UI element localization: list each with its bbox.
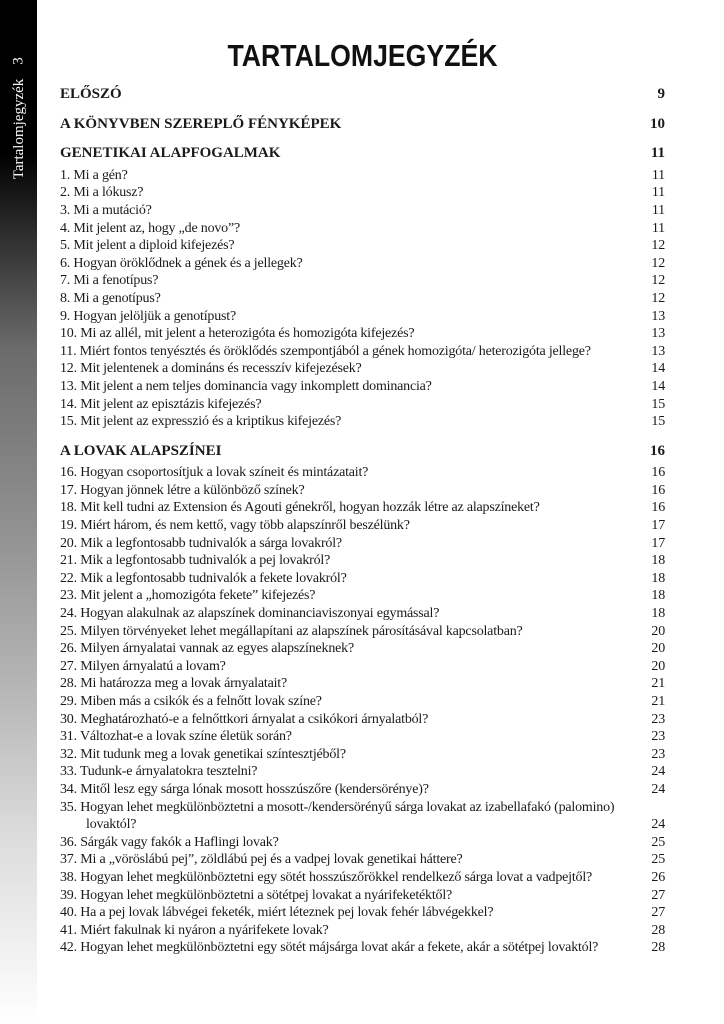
toc-section-heading — [60, 86, 665, 104]
toc-item — [60, 887, 665, 905]
toc-item-page-number: 21 — [651, 694, 665, 709]
book-spine — [0, 0, 37, 1024]
toc-item-label: 39. Hogyan lehet megkülönböztetni a sötétpej lovakat a nyárifeketéktől? — [60, 887, 453, 903]
toc-item-page-number: 13 — [651, 308, 665, 324]
toc-section-heading — [60, 116, 665, 134]
toc-item — [60, 413, 665, 431]
toc-item — [60, 922, 665, 940]
toc-item-label: 16. Hogyan csoportosítjuk a lovak színeit és mintázatait? — [60, 465, 369, 481]
toc-item-page-number: 24 — [651, 781, 665, 797]
toc-item — [60, 939, 665, 957]
toc-item — [60, 202, 665, 220]
toc-item — [60, 869, 665, 887]
toc-item — [60, 799, 665, 834]
toc-item-label: 36. Sárgák vagy fakók a Haflingi lovak? — [60, 834, 279, 850]
toc-item-page-number: 14 — [651, 378, 665, 394]
toc-item-page-number: 16 — [651, 500, 665, 516]
toc-item-label: 34. Mitől lesz egy sárga lónak mosott hosszúszőre (kendersörénye)? — [60, 781, 429, 797]
toc-section-heading-label: A KÖNYVBEN SZEREPLŐ FÉNYKÉPEK — [60, 115, 342, 132]
toc-item-label: 40. Ha a pej lovak lábvégei feketék, miért léteznek pej lovak fehér lábvégekkel? — [60, 905, 494, 921]
spine-chapter-label: Tartalomjegyzék — [11, 78, 27, 180]
toc-item-label: 35. Hogyan lehet megkülönböztetni a mosott-/kendersörényű sárga lovakat az izabellafakó (palomino) lovaktól? — [60, 799, 615, 833]
toc-item-label: 22. Mik a legfontosabb tudnivalók a fekete lovakról? — [60, 570, 347, 586]
toc-item-label: 21. Mik a legfontosabb tudnivalók a pej lovakról? — [60, 553, 331, 569]
toc-section-heading-page-number: 10 — [650, 115, 665, 132]
toc-item — [60, 360, 665, 378]
toc-item-label: 41. Miért fakulnak ki nyáron a nyárifekete lovak? — [60, 922, 329, 938]
toc-item-page-number: 24 — [651, 817, 665, 833]
toc-section-heading-label: GENETIKAI ALAPFOGALMAK — [60, 145, 281, 162]
toc-item-page-number: 11 — [651, 167, 665, 183]
toc-item — [60, 308, 665, 326]
toc-item — [60, 728, 665, 746]
toc-item — [60, 711, 665, 729]
toc-item-label: 27. Milyen árnyalatú a lovam? — [60, 658, 226, 674]
toc-item-label: 12. Mit jelentenek a domináns és recesszív kifejezések? — [60, 361, 362, 377]
toc-section-heading-label: A LOVAK ALAPSZÍNEI — [60, 442, 222, 459]
toc-section-heading-page-number: 9 — [657, 86, 665, 102]
toc-item-page-number: 23 — [651, 729, 665, 745]
toc-item — [60, 658, 665, 676]
toc-item — [60, 482, 665, 500]
toc-item-label: 17. Hogyan jönnek létre a különböző színek? — [60, 482, 305, 498]
toc-item-page-number: 11 — [651, 185, 665, 201]
toc-item-label: 11. Miért fontos tenyésztés és öröklődés szempontjából a gének homozigóta/ heterozigóta jellege? — [60, 343, 591, 359]
toc-item-label: 20. Mik a legfontosabb tudnivalók a sárga lovakról? — [60, 535, 342, 551]
spine-page-number: 3 — [10, 57, 27, 65]
toc-item-label: 14. Mit jelent az episztázis kifejezés? — [60, 396, 262, 412]
toc-item-label: 15. Mit jelent az expresszió és a kriptikus kifejezés? — [60, 414, 342, 430]
toc-item — [60, 255, 665, 273]
toc-item-page-number: 18 — [651, 588, 665, 604]
toc-item-label: 18. Mit kell tudni az Extension és Agouti génekről, hogyan hozzák létre az alapszíneket? — [60, 500, 540, 516]
toc-item — [60, 552, 665, 570]
toc-item-label: 38. Hogyan lehet megkülönböztetni egy sötét hosszúszőrökkel rendelkező sárga lovat a vadpejtől? — [60, 869, 593, 885]
toc-item — [60, 640, 665, 658]
toc-item — [60, 623, 665, 641]
toc-item-page-number: 26 — [651, 869, 665, 885]
toc-item — [60, 781, 665, 799]
toc-item — [60, 517, 665, 535]
toc-item-label: 31. Változhat-e a lovak színe életük során? — [60, 729, 292, 745]
toc-item-page-number: 20 — [651, 658, 665, 674]
toc-item — [60, 378, 665, 396]
toc-item-page-number: 11 — [651, 202, 665, 218]
toc-item — [60, 851, 665, 869]
toc-item-label: 26. Milyen árnyalatai vannak az egyes alapszíneknek? — [60, 641, 354, 657]
toc-item-label: 5. Mit jelent a diploid kifejezés? — [60, 238, 235, 254]
toc-item-label: 1. Mi a gén? — [60, 167, 128, 183]
toc-item-label: 42. Hogyan lehet megkülönböztetni egy sötét májsárga lovat akár a fekete, akár a sötétpej lovaktól? — [60, 940, 599, 956]
toc-item-page-number: 20 — [651, 623, 665, 639]
toc-item-page-number: 17 — [651, 535, 665, 551]
toc-item-label: 7. Mi a fenotípus? — [60, 273, 159, 289]
toc-item-label: 28. Mi határozza meg a lovak árnyalatait? — [60, 676, 287, 692]
toc-item-label: 3. Mi a mutáció? — [60, 202, 152, 218]
toc-item-label: 9. Hogyan jelöljük a genotípust? — [60, 308, 236, 324]
toc-item-page-number: 20 — [651, 641, 665, 657]
toc-item — [60, 693, 665, 711]
toc-item-page-number: 28 — [651, 922, 665, 938]
toc-section-heading-label: ELŐSZÓ — [60, 86, 122, 102]
toc-item-page-number: 11 — [651, 220, 665, 236]
toc-item-label: 6. Hogyan öröklődnek a gének és a jellegek? — [60, 255, 303, 271]
toc-item-page-number: 25 — [651, 834, 665, 850]
toc-list — [60, 86, 665, 957]
toc-item-label: 2. Mi a lókusz? — [60, 185, 144, 201]
toc-item — [60, 570, 665, 588]
toc-item-page-number: 27 — [651, 887, 665, 903]
toc-item-page-number: 16 — [651, 482, 665, 498]
toc-item-page-number: 25 — [651, 852, 665, 868]
toc-item — [60, 167, 665, 185]
toc-item-label: 37. Mi a „vöröslábú pej”, zöldlábú pej és a vadpej lovak genetikai háttere? — [60, 852, 463, 868]
toc-item-page-number: 21 — [651, 676, 665, 692]
toc-item — [60, 464, 665, 482]
toc-item-page-number: 13 — [651, 326, 665, 342]
toc-item — [60, 499, 665, 517]
toc-item — [60, 834, 665, 852]
toc-item — [60, 746, 665, 764]
toc-item-page-number: 15 — [651, 396, 665, 412]
toc-item — [60, 605, 665, 623]
page-title: TARTALOMJEGYZÉK — [227, 38, 498, 73]
toc-item-page-number: 18 — [651, 606, 665, 622]
toc-item-page-number: 12 — [651, 255, 665, 271]
toc-item-page-number: 13 — [651, 343, 665, 359]
toc-section-heading — [60, 145, 665, 163]
toc-item-page-number: 15 — [651, 414, 665, 430]
toc-item-page-number: 12 — [651, 238, 665, 254]
toc-item-label: 29. Miben más a csikók és a felnőtt lovak színe? — [60, 694, 322, 709]
toc-item — [60, 290, 665, 308]
toc-item-label: 8. Mi a genotípus? — [60, 290, 161, 306]
toc-item — [60, 343, 665, 361]
toc-section-heading-page-number: 16 — [650, 442, 665, 459]
toc-item-page-number: 12 — [651, 273, 665, 289]
toc-item-label: 33. Tudunk-e árnyalatokra tesztelni? — [60, 764, 258, 780]
toc-item-label: 30. Meghatározható-e a felnőttkori árnyalat a csikókori árnyalatból? — [60, 711, 429, 727]
toc-section-heading-page-number: 11 — [650, 145, 665, 162]
toc-item-label: 24. Hogyan alakulnak az alapszínek dominanciaviszonyai egymással? — [60, 606, 440, 622]
toc-item — [60, 675, 665, 693]
toc-item — [60, 904, 665, 922]
toc-content — [60, 0, 665, 957]
toc-item-page-number: 27 — [651, 905, 665, 921]
toc-item-label: 19. Miért három, és nem kettő, vagy több alapszínről beszélünk? — [60, 518, 410, 534]
toc-item — [60, 325, 665, 343]
toc-item-page-number: 28 — [651, 940, 665, 956]
toc-item — [60, 396, 665, 414]
toc-section-heading — [60, 443, 665, 461]
toc-item-page-number: 12 — [651, 290, 665, 306]
toc-item — [60, 184, 665, 202]
toc-item-label: 13. Mit jelent a nem teljes dominancia vagy inkomplett dominancia? — [60, 378, 432, 394]
toc-item-page-number: 24 — [651, 764, 665, 780]
toc-item — [60, 220, 665, 238]
toc-item — [60, 272, 665, 290]
toc-item — [60, 237, 665, 255]
toc-item-label: 4. Mit jelent az, hogy „de novo”? — [60, 220, 241, 236]
toc-item-page-number: 18 — [651, 570, 665, 586]
toc-item — [60, 535, 665, 553]
toc-item-page-number: 18 — [651, 553, 665, 569]
toc-item-label: 23. Mit jelent a „homozigóta fekete” kifejezés? — [60, 588, 316, 604]
toc-item-page-number: 23 — [651, 711, 665, 727]
toc-item — [60, 587, 665, 605]
toc-item-page-number: 16 — [651, 465, 665, 481]
toc-item-page-number: 14 — [651, 361, 665, 377]
toc-item-label: 32. Mit tudunk meg a lovak genetikai színtesztjéből? — [60, 746, 346, 762]
toc-item-page-number: 23 — [651, 746, 665, 762]
toc-item-label: 25. Milyen törvényeket lehet megállapítani az alapszínek párosításával kapcsolatban? — [60, 623, 523, 639]
toc-item-label: 10. Mi az allél, mit jelent a heterozigóta és homozigóta kifejezés? — [60, 326, 415, 342]
toc-item-page-number: 17 — [651, 518, 665, 534]
toc-item — [60, 763, 665, 781]
